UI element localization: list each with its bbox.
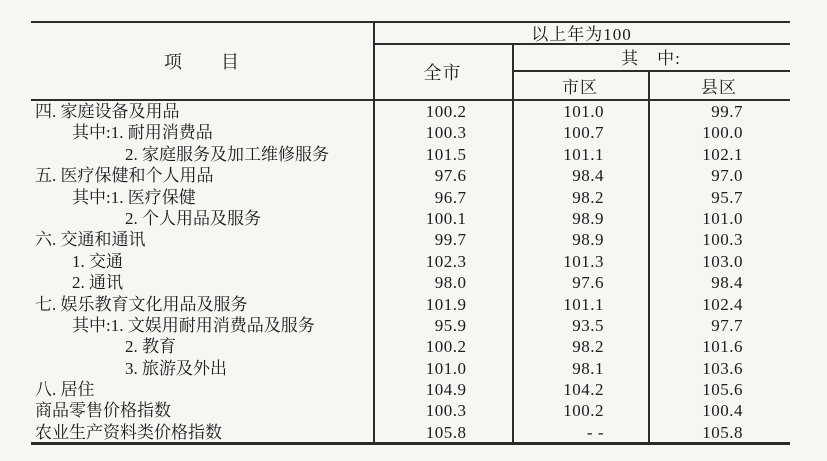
value-text: 102.3 [425,251,467,271]
value-urban [512,422,648,443]
table-row [31,101,790,122]
value-text: 99.7 [711,102,743,121]
row-label: 六. 交通和通讯 [35,230,146,250]
value-urban [512,122,648,143]
value-text: 98.9 [572,230,604,250]
value-text: 100.7 [563,123,604,143]
header-base-year: 以上年为100 [531,24,632,44]
value-text: 97.6 [572,273,604,293]
table-row [31,400,790,421]
value-text: - - [586,422,604,442]
value-text: 97.0 [711,166,743,186]
value-text: 97.7 [711,315,743,335]
table-row [31,358,790,379]
value-county [648,101,790,122]
value-county [648,358,790,379]
value-text: 101.0 [563,102,604,121]
value-citywide [373,422,512,443]
value-citywide [373,229,512,250]
value-text: 100.2 [425,337,467,357]
value-citywide [373,400,512,421]
value-county [648,272,790,293]
table-row [31,422,790,443]
row-label: 2. 家庭服务及加工维修服务 [125,144,329,164]
value-text: 93.5 [572,315,604,335]
value-county [648,208,790,229]
value-text: 98.0 [434,273,467,293]
row-label: 农业生产资料类价格指数 [35,422,222,442]
value-text: 98.9 [572,208,604,228]
value-text: 100.3 [702,230,743,250]
table-row [31,336,790,357]
value-text: 95.9 [434,315,467,335]
header-county-column: 县区 [701,78,737,97]
table-row [31,122,790,143]
value-text: 102.4 [702,294,743,314]
header-citywide-column: 全市 [423,63,462,83]
table-row [31,229,790,250]
value-urban [512,336,648,357]
value-text: 103.0 [702,251,743,271]
table-row [31,144,790,165]
value-citywide [373,379,512,400]
value-urban [512,315,648,336]
value-text: 105.6 [702,380,743,400]
value-text: 105.8 [702,422,743,442]
value-urban [512,379,648,400]
value-citywide [373,187,512,208]
value-text: 100.1 [425,208,467,228]
value-urban [512,400,648,421]
row-label: 其中:1. 耐用消费品 [72,123,213,143]
value-citywide [373,122,512,143]
table-row [31,187,790,208]
row-label: 商品零售价格指数 [35,401,171,421]
table-row [31,208,790,229]
value-text: 100.3 [425,123,467,143]
value-citywide [373,208,512,229]
value-text: 96.7 [434,187,467,207]
value-text: 99.7 [434,230,467,250]
value-county [648,379,790,400]
value-text: 104.9 [425,380,467,400]
value-text: 98.2 [572,187,604,207]
table-body [31,101,790,443]
value-urban [512,101,648,122]
row-label: 3. 旅游及外出 [125,358,227,378]
value-citywide [373,144,512,165]
value-text: 101.9 [425,294,467,314]
row-label: 1. 交通 [72,251,123,271]
value-citywide [373,294,512,315]
value-text: 100.2 [425,102,467,121]
value-text: 98.4 [572,166,604,186]
value-county [648,336,790,357]
table-row [31,251,790,272]
table-row [31,272,790,293]
value-text: 104.2 [563,380,604,400]
value-text: 101.3 [563,251,604,271]
value-county [648,165,790,186]
row-label: 七. 娱乐教育文化用品及服务 [35,294,248,314]
value-text: 95.7 [711,187,743,207]
value-text: 101.1 [563,294,604,314]
table-row [31,294,790,315]
value-county [648,251,790,272]
value-county [648,400,790,421]
header-item-column: 项 目 [164,52,240,72]
value-text: 98.4 [711,273,743,293]
value-county [648,422,790,443]
value-text: 98.1 [572,358,604,378]
value-county [648,187,790,208]
table-row [31,379,790,400]
value-urban [512,208,648,229]
table-row [31,315,790,336]
table-row [31,165,790,186]
row-label: 其中:1. 文娱用耐用消费品及服务 [72,315,315,335]
value-urban [512,272,648,293]
value-text: 100.3 [425,401,467,421]
value-text: 100.4 [702,401,743,421]
row-label: 2. 个人用品及服务 [125,208,261,228]
row-label: 八. 居住 [35,380,95,400]
row-label: 四. 家庭设备及用品 [35,102,180,121]
value-county [648,229,790,250]
value-urban [512,187,648,208]
value-text: 102.1 [702,144,743,164]
value-text: 100.0 [702,123,743,143]
value-county [648,144,790,165]
value-text: 101.6 [702,337,743,357]
row-label: 其中:1. 医疗保健 [72,187,196,207]
value-urban [512,294,648,315]
value-citywide [373,101,512,122]
value-text: 103.6 [702,358,743,378]
value-county [648,122,790,143]
value-text: 101.5 [425,144,467,164]
value-citywide [373,358,512,379]
value-urban [512,251,648,272]
value-county [648,294,790,315]
value-citywide [373,315,512,336]
value-text: 97.6 [434,166,467,186]
value-urban [512,229,648,250]
value-text: 100.2 [563,401,604,421]
price-index-table [31,21,790,446]
value-county [648,315,790,336]
value-urban [512,358,648,379]
row-label: 五. 医疗保健和个人用品 [35,166,214,186]
value-citywide [373,336,512,357]
row-label: 2. 教育 [125,337,176,357]
header-urban-column: 市区 [562,78,598,97]
value-citywide [373,165,512,186]
row-label: 2. 通讯 [72,273,123,293]
value-urban [512,144,648,165]
value-text: 101.0 [425,358,467,378]
value-urban [512,165,648,186]
value-citywide [373,251,512,272]
value-text: 105.8 [425,422,467,442]
value-citywide [373,272,512,293]
value-text: 101.1 [563,144,604,164]
value-text: 98.2 [572,337,604,357]
value-text: 101.0 [702,208,743,228]
header-of-which: 其 中: [621,49,681,68]
